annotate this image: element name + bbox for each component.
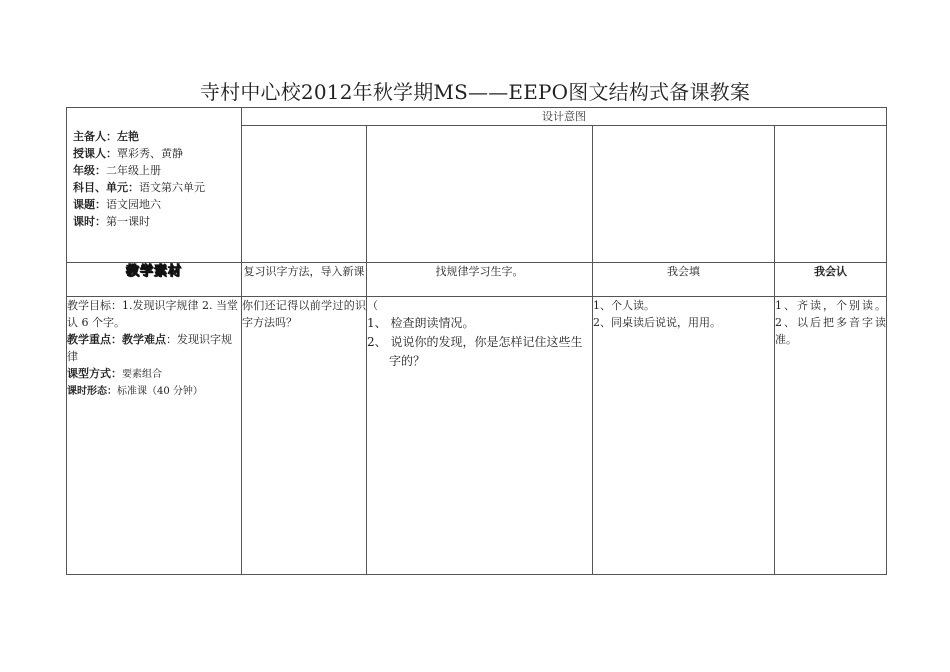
topic: 课题：语文园地六: [73, 198, 161, 211]
material-heading-cell: [67, 263, 242, 297]
meta-info-cell: [67, 108, 242, 263]
pattern-step-2: 2、 说说你的发现，你是怎样记住这些生字的？: [367, 335, 583, 368]
subject-unit: 科目、单元：语文第六单元: [73, 181, 205, 194]
content-row: [67, 297, 887, 575]
material-heading: 教学素材: [125, 264, 182, 279]
lesson-plan-table: [66, 107, 887, 575]
lead-preparer: 主备人：左艳: [73, 130, 139, 143]
teaching-goal: 教学目标：1.发现识字规律 2. 当堂认 6 个字。: [67, 299, 238, 329]
key-difficulty: 教学重点：教学难点：发现识字规律: [67, 333, 232, 363]
pattern-content-cell: [367, 297, 593, 575]
design-intent-header: 设计意图: [242, 108, 887, 126]
heading-pattern: 找规律学习生字。: [367, 263, 593, 297]
open-paren: （: [367, 299, 378, 312]
design-cell-4: [775, 126, 887, 263]
fill-step-2: 2、同桌读后说说，用用。: [593, 316, 721, 329]
heading-fill: 我会填: [593, 263, 775, 297]
period: 课时：第一课时: [73, 215, 150, 228]
recognize-steps: 1、齐读，个别读。2、以后把多音字读准。: [775, 299, 886, 346]
fill-step-1: 1、个人读。: [593, 299, 655, 312]
material-content-cell: [67, 297, 242, 575]
section-heading-row: [67, 263, 887, 297]
lesson-form: 课时形态：标准课（40 分钟）: [67, 386, 203, 397]
review-content-cell: [242, 297, 367, 575]
design-cell-3: [593, 126, 775, 263]
page-title: 寺村中心校2012年秋学期MS——EEPO图文结构式备课教案: [199, 80, 751, 104]
design-header-row: [67, 108, 887, 126]
design-cell-1: [242, 126, 367, 263]
heading-recognize: 我会认: [775, 263, 887, 297]
grade: 年级：二年级上册: [73, 164, 161, 177]
heading-review: 复习识字方法，导入新课: [242, 263, 367, 297]
review-question: 你们还记得以前学过的识字方法吗？: [242, 299, 366, 329]
lesson-type: 课型方式：要素组合: [67, 367, 162, 380]
fill-content-cell: [593, 297, 775, 575]
design-cell-2: [367, 126, 593, 263]
teachers: 授课人：覃彩秀、黄静: [73, 147, 183, 160]
pattern-step-1: 1、 检查朗读情况。: [367, 316, 475, 330]
recognize-content-cell: [775, 297, 887, 575]
